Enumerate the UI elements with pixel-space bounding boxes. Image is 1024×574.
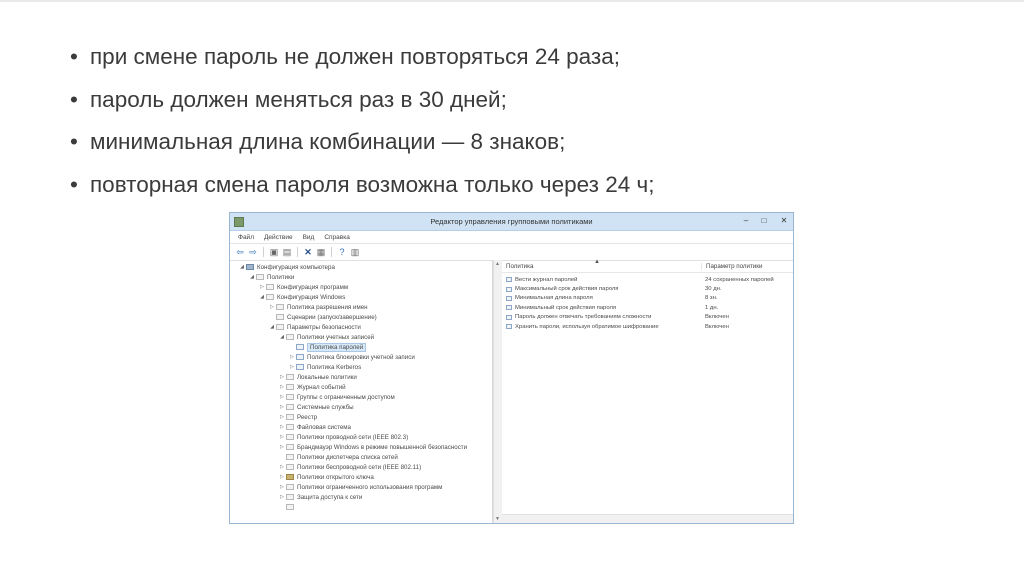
tree-node[interactable]: [230, 472, 492, 482]
tree-node[interactable]: [230, 292, 492, 302]
tree-node-label: Политика блокировки учетной записи: [307, 353, 415, 361]
computer-icon: [246, 264, 254, 270]
properties-icon[interactable]: ▥: [350, 247, 360, 257]
tree-node-label: Конфигурация компьютера: [257, 263, 335, 271]
bullet-dot: •: [70, 86, 78, 112]
bullet-dot: •: [70, 171, 78, 197]
folder-icon: [266, 294, 274, 300]
tree-node-label: Политики диспетчера списка сетей: [297, 453, 398, 461]
tree-node-label: Конфигурация программ: [277, 283, 349, 291]
policy-cell: [502, 295, 701, 301]
policy-item-icon: [506, 277, 512, 282]
main-content: [230, 260, 793, 523]
list-header: [502, 260, 793, 273]
firewall-icon: [286, 444, 294, 450]
policy-setting: 30 дн.: [705, 286, 722, 293]
minimize-button[interactable]: –: [743, 216, 749, 225]
tree-node[interactable]: [230, 362, 492, 372]
policy-name: Вести журнал паролей: [515, 276, 578, 283]
policy-name: Пароль должен отвечать требованиям сложности: [515, 314, 652, 321]
expand-arrow-icon[interactable]: ▷: [280, 394, 284, 400]
policy-item-icon: [506, 296, 512, 301]
event-log-icon: [286, 384, 294, 390]
bullet-item: [70, 121, 654, 164]
scroll-up-icon[interactable]: ▲: [495, 261, 500, 267]
expand-arrow-icon[interactable]: ▷: [280, 474, 284, 480]
tree-node-label: Политики беспроводной сети (IEEE 802.11): [297, 463, 422, 471]
expand-arrow-icon[interactable]: ▷: [260, 284, 264, 290]
tree-node[interactable]: [230, 432, 492, 442]
forward-arrow-icon[interactable]: ⇨: [249, 247, 257, 257]
scroll-down-icon[interactable]: ▼: [495, 516, 500, 522]
policy-setting: Включен: [705, 323, 729, 330]
folder-icon: [286, 414, 294, 420]
column-header-setting[interactable]: Параметр политики: [701, 263, 793, 270]
policy-setting: 24 сохраненных паролей: [705, 276, 774, 283]
key-icon: [286, 474, 294, 480]
policy-name: Минимальная длина пароля: [515, 295, 593, 302]
expand-arrow-icon[interactable]: ▷: [280, 424, 284, 430]
tree-node[interactable]: [230, 422, 492, 432]
policy-icon: [296, 364, 304, 370]
bullet-list: [70, 36, 654, 206]
tree-scrollbar[interactable]: [493, 260, 502, 523]
security-icon: [276, 324, 284, 330]
policy-name: Максимальный срок действия пароля: [515, 286, 619, 293]
policy-icon: [296, 354, 304, 360]
network-icon: [286, 434, 294, 440]
toolbar-separator: [331, 247, 332, 257]
policy-setting: 8 зн.: [705, 295, 718, 302]
expand-arrow-icon[interactable]: ▷: [280, 484, 284, 490]
tree-node-label: Локальные политики: [297, 373, 357, 381]
title-bar[interactable]: [230, 213, 793, 231]
details-pane: [502, 260, 793, 523]
policy-cell: [502, 286, 701, 292]
expand-arrow-icon[interactable]: ◢: [250, 274, 254, 280]
tree-node[interactable]: [230, 412, 492, 422]
expand-arrow-icon[interactable]: ▷: [280, 414, 284, 420]
expand-arrow-icon[interactable]: ◢: [270, 324, 274, 330]
policy-item-icon: [506, 305, 512, 310]
slide-top-border: [0, 0, 1024, 2]
window-title: Редактор управления групповыми политиками: [430, 217, 593, 226]
tree-node-label: Политики ограниченного использования программ: [297, 483, 443, 491]
policy-list: [502, 273, 793, 331]
help-icon[interactable]: ?: [339, 247, 345, 257]
tree-node-label: Политика Kerberos: [307, 363, 362, 371]
expand-arrow-icon[interactable]: ▷: [290, 354, 294, 360]
folder-icon: [286, 424, 294, 430]
tree-node[interactable]: [230, 372, 492, 382]
bullet-text: при смене пароль не должен повторяться 24 раза;: [90, 44, 620, 69]
policy-setting: Включен: [705, 314, 729, 321]
bullet-item: [70, 164, 654, 207]
gpo-editor-window: [229, 212, 794, 524]
toolbar: [230, 244, 793, 261]
menu-bar: [230, 231, 793, 244]
sort-ascending-icon: ▲: [594, 258, 600, 265]
expand-arrow-icon[interactable]: ▷: [280, 384, 284, 390]
toolbar-separator: [297, 247, 298, 257]
tree-node-label: Системные службы: [297, 403, 354, 411]
tree-node-label: Журнал событий: [297, 383, 346, 391]
expand-arrow-icon[interactable]: ◢: [240, 264, 244, 270]
bullet-text: повторная смена пароля возможна только через 24 ч;: [90, 171, 655, 197]
expand-arrow-icon[interactable]: ▷: [280, 434, 284, 440]
list-item[interactable]: [502, 294, 793, 303]
maximize-button[interactable]: □: [761, 216, 767, 225]
console-tree: [230, 260, 493, 523]
column-header-policy[interactable]: [502, 258, 701, 270]
expand-arrow-icon[interactable]: ▷: [290, 364, 294, 370]
tree-node[interactable]: [230, 332, 492, 342]
delete-icon[interactable]: ✕: [304, 247, 312, 257]
tree-node[interactable]: [230, 342, 492, 352]
folder-icon: [286, 484, 294, 490]
tree-node[interactable]: [230, 272, 492, 282]
toolbar-separator: [263, 247, 264, 257]
tree-node[interactable]: [230, 392, 492, 402]
tree-node-label: Файловая система: [297, 423, 351, 431]
list-item[interactable]: [502, 313, 793, 322]
menu-view[interactable]: Вид: [302, 233, 315, 241]
tree-node[interactable]: [230, 262, 492, 272]
folder-icon: [286, 504, 294, 510]
tree-node[interactable]: [230, 352, 492, 362]
bullet-text: пароль должен меняться раз в 30 дней;: [90, 86, 507, 112]
policy-item-icon: [506, 315, 512, 320]
menu-help[interactable]: Справка: [324, 233, 350, 241]
bullet-text: минимальная длина комбинации — 8 знаков;: [90, 129, 566, 154]
wireless-icon: [286, 464, 294, 470]
tree-node[interactable]: [230, 442, 492, 452]
bullet-item: [70, 79, 654, 122]
policy-icon: [296, 344, 304, 350]
close-button[interactable]: ✕: [780, 216, 788, 225]
tree-node-label: Параметры безопасности: [287, 323, 361, 331]
policy-item-icon: [506, 287, 512, 292]
folder-icon: [256, 274, 264, 280]
tree-node-label: Группы с ограниченным доступом: [297, 393, 395, 401]
show-hide-tree-icon[interactable]: ▤: [282, 247, 292, 257]
list-item[interactable]: [502, 275, 793, 284]
bullet-item: [70, 36, 654, 79]
expand-arrow-icon[interactable]: ◢: [260, 294, 264, 300]
expand-arrow-icon[interactable]: ▷: [280, 404, 284, 410]
policy-cell: [502, 324, 701, 330]
tree-node[interactable]: [230, 302, 492, 312]
tree-node[interactable]: [230, 312, 492, 322]
policy-setting: 1 дн.: [705, 304, 719, 311]
folder-icon: [286, 394, 294, 400]
tree-node-label: Защита доступа к сети: [297, 493, 363, 501]
expand-arrow-icon[interactable]: ▷: [280, 494, 284, 500]
export-icon[interactable]: ▦: [316, 247, 326, 257]
expand-arrow-icon[interactable]: ▷: [280, 464, 284, 470]
folder-icon: [276, 304, 284, 310]
column-header-label: Политика: [506, 262, 534, 270]
tree-node[interactable]: [230, 322, 492, 332]
tree-node[interactable]: [230, 482, 492, 492]
folder-icon: [286, 334, 294, 340]
folder-icon: [286, 404, 294, 410]
expand-arrow-icon[interactable]: ▷: [270, 304, 274, 310]
tree-node[interactable]: [230, 452, 492, 462]
details-scrollbar[interactable]: [502, 514, 793, 523]
tree-node-label: Политика паролей: [307, 343, 366, 352]
tree-node[interactable]: [230, 492, 492, 502]
tree-node[interactable]: [230, 282, 492, 292]
tree-node-label: Реестр: [297, 413, 318, 421]
up-folder-icon[interactable]: ▣: [269, 247, 279, 257]
folder-icon: [286, 494, 294, 500]
folder-icon: [266, 284, 274, 290]
folder-icon: [286, 454, 294, 460]
back-arrow-icon[interactable]: ⇦: [236, 247, 244, 257]
tree-node-label: Конфигурация Windows: [277, 293, 346, 301]
tree-node-label: Политики открытого ключа: [297, 473, 374, 481]
policy-cell: [502, 305, 701, 311]
policy-item-icon: [506, 324, 512, 329]
policy-name: Минимальный срок действия пароля: [515, 304, 617, 311]
folder-icon: [286, 374, 294, 380]
tree-node-label: Политики учетных записей: [297, 333, 375, 341]
menu-file[interactable]: Файл: [238, 233, 254, 241]
tree-node-label: Брандмауэр Windows в режиме повышенной безопасности: [297, 443, 468, 451]
tree-node[interactable]: [230, 402, 492, 412]
list-item[interactable]: [502, 322, 793, 331]
tree-node[interactable]: [230, 462, 492, 472]
script-icon: [276, 314, 284, 320]
expand-arrow-icon[interactable]: ◢: [280, 334, 284, 340]
tree-node-label: Политики проводной сети (IEEE 802.3): [297, 433, 409, 441]
policy-cell: [502, 277, 701, 283]
bullet-dot: •: [70, 129, 78, 154]
tree-node[interactable]: [230, 382, 492, 392]
policy-cell: [502, 314, 701, 320]
expand-arrow-icon[interactable]: ▷: [280, 444, 284, 450]
menu-action[interactable]: Действие: [263, 233, 293, 241]
policy-name: Хранить пароли, используя обратимое шифрование: [515, 323, 659, 330]
expand-arrow-icon[interactable]: ▷: [280, 374, 284, 380]
bullet-dot: •: [70, 44, 78, 69]
list-item[interactable]: [502, 303, 793, 312]
tree-node-label: Политики: [267, 273, 295, 281]
tree-node[interactable]: [230, 502, 492, 512]
tree-node-label: Сценарии (запуск/завершение): [287, 313, 377, 321]
list-item[interactable]: [502, 284, 793, 293]
tree-node-label: Политика разрешения имен: [287, 303, 368, 311]
